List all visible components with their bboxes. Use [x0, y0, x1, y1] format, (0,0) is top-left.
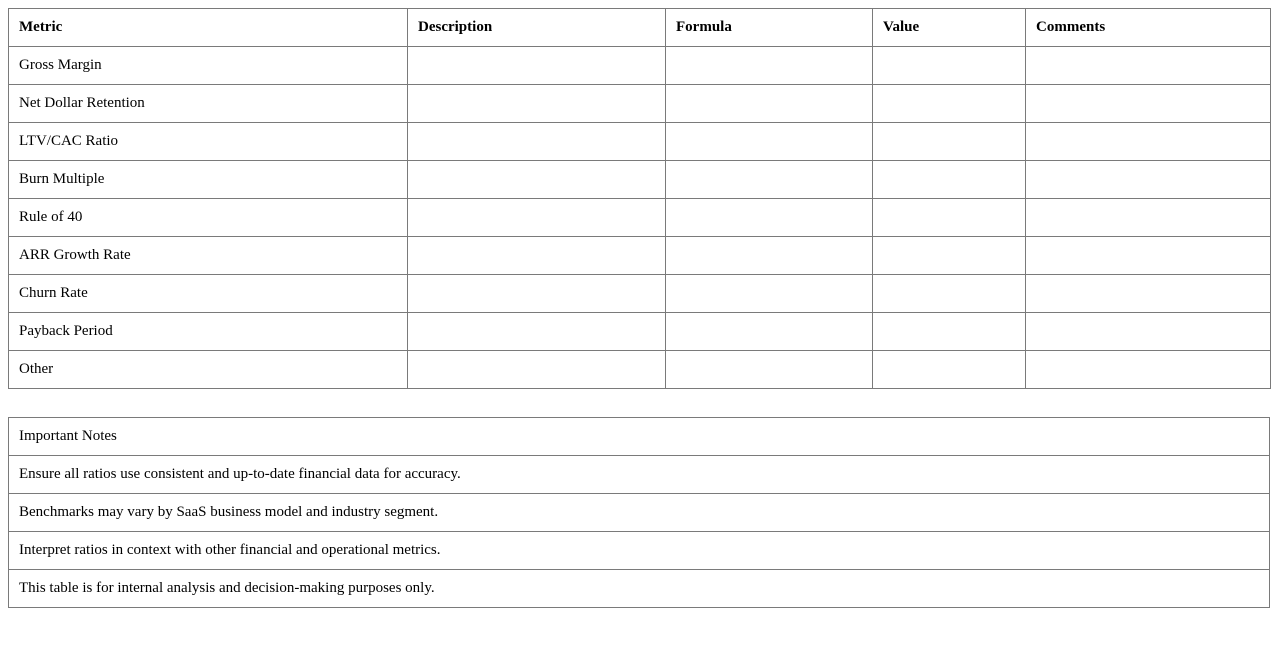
description-cell [408, 275, 666, 313]
description-cell [408, 123, 666, 161]
metric-cell: ARR Growth Rate [9, 237, 408, 275]
comments-cell [1026, 275, 1271, 313]
metric-cell: Burn Multiple [9, 161, 408, 199]
metrics-table [8, 8, 1271, 389]
comments-cell [1026, 351, 1271, 389]
metric-cell: Rule of 40 [9, 199, 408, 237]
notes-table [8, 417, 1270, 608]
note-text: Benchmarks may vary by SaaS business model and industry segment. [9, 494, 1270, 532]
value-cell [873, 313, 1026, 351]
table-row [9, 237, 1271, 275]
header-description: Description [408, 9, 666, 47]
value-cell [873, 161, 1026, 199]
formula-cell [666, 237, 873, 275]
table-row [9, 161, 1271, 199]
comments-cell [1026, 161, 1271, 199]
formula-cell [666, 199, 873, 237]
value-cell [873, 237, 1026, 275]
notes-title-row [9, 418, 1270, 456]
formula-cell [666, 47, 873, 85]
formula-cell [666, 85, 873, 123]
description-cell [408, 47, 666, 85]
note-row [9, 456, 1270, 494]
note-text: Interpret ratios in context with other financial and operational metrics. [9, 532, 1270, 570]
header-comments: Comments [1026, 9, 1271, 47]
description-cell [408, 199, 666, 237]
header-metric: Metric [9, 9, 408, 47]
note-row [9, 532, 1270, 570]
formula-cell [666, 161, 873, 199]
table-row [9, 199, 1271, 237]
formula-cell [666, 275, 873, 313]
value-cell [873, 123, 1026, 161]
formula-cell [666, 313, 873, 351]
value-cell [873, 275, 1026, 313]
comments-cell [1026, 313, 1271, 351]
metric-cell: Net Dollar Retention [9, 85, 408, 123]
description-cell [408, 237, 666, 275]
metric-cell: Other [9, 351, 408, 389]
metrics-header-row [9, 9, 1271, 47]
description-cell [408, 161, 666, 199]
header-value: Value [873, 9, 1026, 47]
table-row [9, 85, 1271, 123]
formula-cell [666, 351, 873, 389]
description-cell [408, 351, 666, 389]
metric-cell: Gross Margin [9, 47, 408, 85]
header-formula: Formula [666, 9, 873, 47]
table-row [9, 313, 1271, 351]
table-row [9, 275, 1271, 313]
value-cell [873, 85, 1026, 123]
notes-title: Important Notes [9, 418, 1270, 456]
comments-cell [1026, 199, 1271, 237]
comments-cell [1026, 47, 1271, 85]
value-cell [873, 199, 1026, 237]
metric-cell: Payback Period [9, 313, 408, 351]
metric-cell: Churn Rate [9, 275, 408, 313]
note-row [9, 570, 1270, 608]
note-text: This table is for internal analysis and decision-making purposes only. [9, 570, 1270, 608]
note-text: Ensure all ratios use consistent and up-to-date financial data for accuracy. [9, 456, 1270, 494]
table-row [9, 351, 1271, 389]
table-row [9, 123, 1271, 161]
note-row [9, 494, 1270, 532]
value-cell [873, 351, 1026, 389]
value-cell [873, 47, 1026, 85]
comments-cell [1026, 237, 1271, 275]
comments-cell [1026, 85, 1271, 123]
description-cell [408, 313, 666, 351]
comments-cell [1026, 123, 1271, 161]
metric-cell: LTV/CAC Ratio [9, 123, 408, 161]
table-row [9, 47, 1271, 85]
description-cell [408, 85, 666, 123]
formula-cell [666, 123, 873, 161]
